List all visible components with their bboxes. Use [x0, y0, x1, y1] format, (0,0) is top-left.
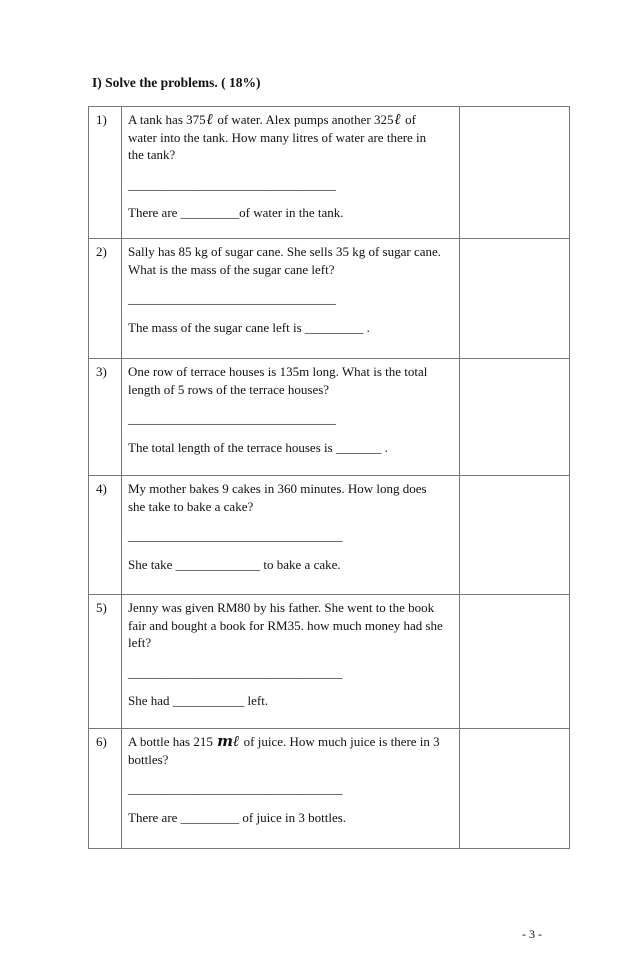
question-text — [128, 733, 445, 768]
litre-unit-symbol: ℓ — [394, 110, 401, 128]
working-line: _________________________________ — [128, 664, 343, 680]
marks-box — [460, 729, 570, 849]
question-cell — [122, 239, 460, 359]
question-number: 2) — [89, 239, 122, 359]
working-line: _________________________________ — [128, 528, 343, 543]
section-heading: I) Solve the problems. ( 18%) — [92, 75, 261, 90]
question-text-part: of water into the tank. How many litres of water are there in the tank? — [128, 112, 427, 162]
answer-sentence: The mass of the sugar cane left is _________ . — [128, 319, 370, 335]
working-line: ________________________________ — [128, 176, 336, 192]
answer-sentence: The total length of the terrace houses is _______ . — [128, 439, 388, 455]
page-number: - 3 - — [522, 927, 542, 941]
question-row-6 — [89, 729, 570, 849]
question-text-part: of juice. How much juice is there in 3 bottles? — [128, 734, 440, 767]
question-number: 1) — [89, 107, 122, 239]
question-text: One row of terrace houses is 135m long. What is the total length of 5 rows of the terrace houses? — [128, 364, 428, 397]
question-row-2 — [89, 239, 570, 359]
marks-box — [460, 239, 570, 359]
working-line: ________________________________ — [128, 291, 336, 306]
question-text-part: of water. Alex pumps another 325 — [214, 112, 394, 127]
question-cell — [122, 107, 460, 239]
answer-sentence: She take _____________ to bake a cake. — [128, 556, 341, 572]
working-line: _________________________________ — [128, 781, 343, 796]
litre-unit-symbol: ℓ — [206, 110, 214, 128]
question-row-5 — [89, 595, 570, 729]
question-row-4 — [89, 476, 570, 595]
question-text-part: A bottle has 215 — [128, 734, 213, 749]
question-text: Sally has 85 kg of sugar cane. She sells 35 kg of sugar cane. What is the mass of the sugar cane left? — [128, 244, 442, 277]
marks-box — [460, 107, 570, 239]
answer-sentence: She had ___________ left. — [128, 693, 269, 708]
question-text-part: A tank has 375 — [128, 112, 206, 127]
question-row-3 — [89, 359, 570, 476]
marks-box — [460, 595, 570, 729]
answer-sentence: There are _________ of juice in 3 bottles. — [128, 809, 347, 825]
question-number: 5) — [89, 595, 122, 729]
question-cell — [122, 595, 460, 729]
question-text: My mother bakes 9 cakes in 360 minutes. How long does she take to bake a cake? — [128, 481, 427, 514]
working-line: ________________________________ — [128, 411, 336, 426]
marks-box — [460, 476, 570, 595]
marks-box — [460, 359, 570, 476]
question-cell — [122, 359, 460, 476]
question-number: 4) — [89, 476, 122, 595]
question-cell — [122, 476, 460, 595]
question-text — [128, 111, 445, 164]
question-text: Jenny was given RM80 by his father. She went to the book fair and bought a book for RM35. how much money had she left? — [128, 600, 443, 650]
question-number: 3) — [89, 359, 122, 476]
millilitre-unit-symbol: mℓ — [217, 732, 240, 750]
question-number: 6) — [89, 729, 122, 849]
question-cell — [122, 729, 460, 849]
question-row-1 — [89, 107, 570, 239]
problems-table — [88, 106, 570, 849]
answer-sentence: There are _________of water in the tank. — [128, 205, 344, 220]
